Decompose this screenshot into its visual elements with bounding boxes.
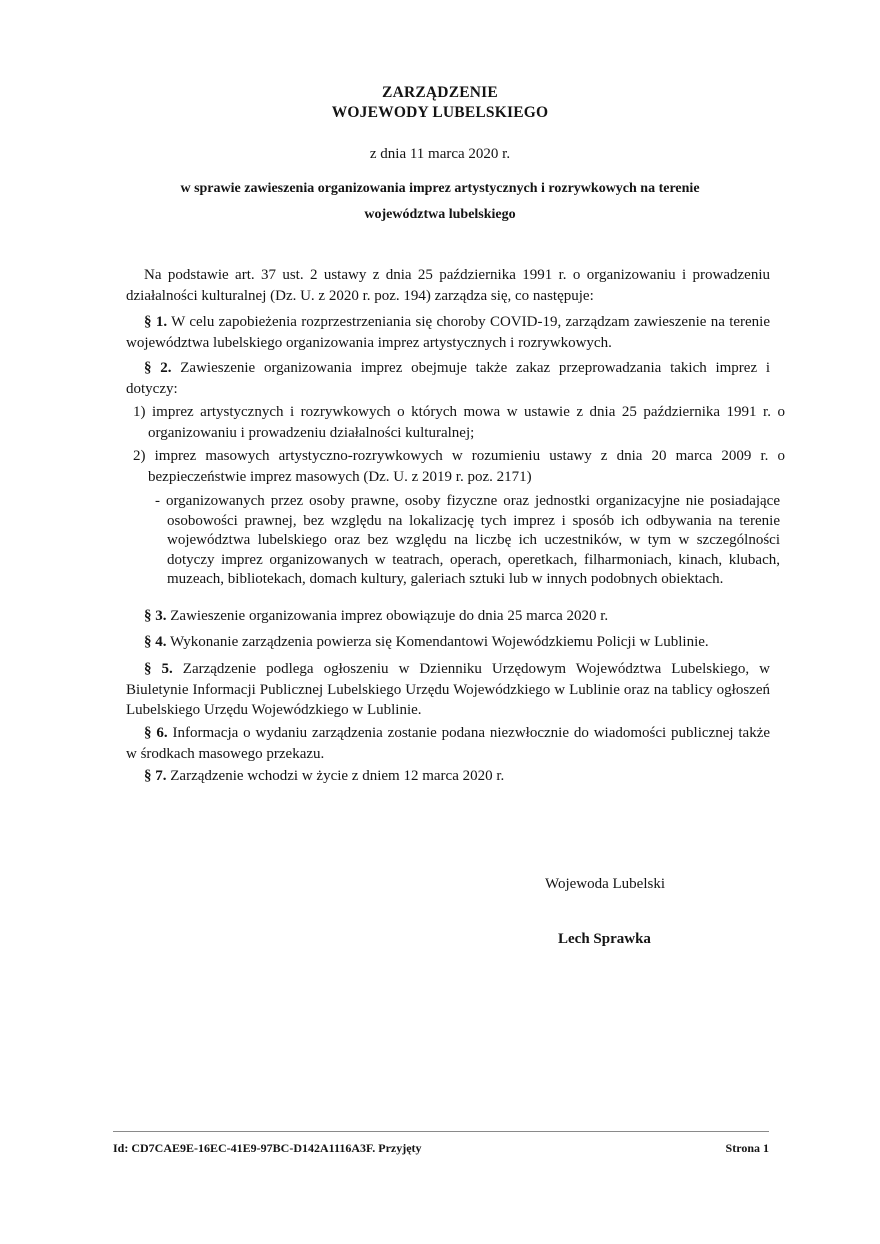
section-1-text: W celu zapobieżenia rozprzestrzeniania się choroby COVID-19, zarządzam zawieszenie na terenie województwa lubelskiego organizowania imprez artystycznych i rozrywkowych.	[126, 314, 771, 351]
issuer-heading: WOJEWODY LUBELSKIEGO	[331, 104, 549, 121]
section-2-mark: § 2.	[144, 360, 172, 376]
section-6	[126, 723, 770, 764]
section-3-mark: § 3.	[144, 608, 167, 624]
document-id: Id: CD7CAE9E-16EC-41E9-97BC-D142A1116A3F. Przyjęty	[113, 1141, 422, 1155]
section-5-text: Zarządzenie podlega ogłoszeniu w Dzienniku Urzędowym Województwa Lubelskiego, w Biuletynie Informacji Publicznej Lubelskiego Urzędu Wojewódzkiego w Lublinie oraz na tablicy ogłoszeń Lubelskiego Urzędu Wojewódzkiego w Lublinie.	[126, 661, 770, 718]
section-3	[126, 606, 770, 627]
section-7-mark: § 7.	[144, 768, 167, 784]
section-4-mark: § 4.	[144, 634, 167, 650]
document-type-heading: ZARZĄDZENIE	[382, 84, 498, 101]
section-1-mark: § 1.	[144, 314, 168, 330]
section-7-text: Zarządzenie wchodzi w życie z dniem 12 marca 2020 r.	[170, 768, 505, 784]
section-3-text: Zawieszenie organizowania imprez obowiązuje do dnia 25 marca 2020 r.	[170, 608, 609, 624]
section-2-point-2: 2) imprez masowych artystyczno-rozrywkowych w rozumieniu ustawy z dnia 20 marca 2009 r. o bezpieczeństwie imprez masowych (Dz. U. z 2019 r. poz. 2171)	[133, 448, 785, 485]
footer-divider	[113, 1131, 769, 1132]
section-2	[126, 358, 770, 399]
preamble: Na podstawie art. 37 ust. 2 ustawy z dnia 25 października 1991 r. o organizowaniu i prowadzeniu działalności kulturalnej (Dz. U. z 2020 r. poz. 194) zarządza się, co następuje:	[126, 267, 770, 304]
document-date: z dnia 11 marca 2020 r.	[369, 146, 511, 162]
page-number: Strona 1	[725, 1141, 769, 1155]
subject-line-2: województwa lubelskiego	[364, 207, 516, 222]
section-2-text: Zawieszenie organizowania imprez obejmuje także zakaz przeprowadzania takich imprez i dotyczy:	[126, 360, 771, 397]
section-2-point-1: 1) imprez artystycznych i rozrywkowych o których mowa w ustawie z dnia 25 października 1991 r. o organizowaniu i prowadzeniu działalności kulturalnej;	[133, 404, 785, 441]
section-4	[126, 632, 770, 653]
section-6-text: Informacja o wydaniu zarządzenia zostanie podana niezwłocznie do wiadomości publicznej także w środkach masowego przekazu.	[126, 725, 771, 762]
section-5-mark: § 5.	[144, 661, 173, 677]
section-6-mark: § 6.	[144, 725, 168, 741]
section-7	[126, 766, 770, 787]
section-2-dash-item: - organizowanych przez osoby prawne, osoby fizyczne oraz jednostki organizacyjne nie posiadające osobowości prawnej, bez względu na lokalizację tych imprez i sposób ich odbywania na terenie województwa lubelskiego oraz bez względu na liczbę ich uczestników, w tym w szczególności dotyczy imprez organizowanych w teatrach, operach, operetkach, filharmoniach, kinach, klubach, muzeach, bibliotekach, domach kultury, galeriach sztuki lub w innych podobnych obiektach.	[155, 493, 780, 587]
document-subject	[150, 176, 730, 228]
section-4-text: Wykonanie zarządzenia powierza się Komendantowi Wojewódzkiemu Policji w Lublinie.	[169, 634, 709, 650]
signatory-name: Lech Sprawka	[558, 931, 651, 947]
section-5	[126, 659, 770, 721]
subject-line-1: w sprawie zawieszenia organizowania imprez artystycznych i rozrywkowych na terenie	[180, 181, 700, 196]
signatory-title: Wojewoda Lubelski	[545, 876, 666, 892]
section-1	[126, 312, 770, 353]
